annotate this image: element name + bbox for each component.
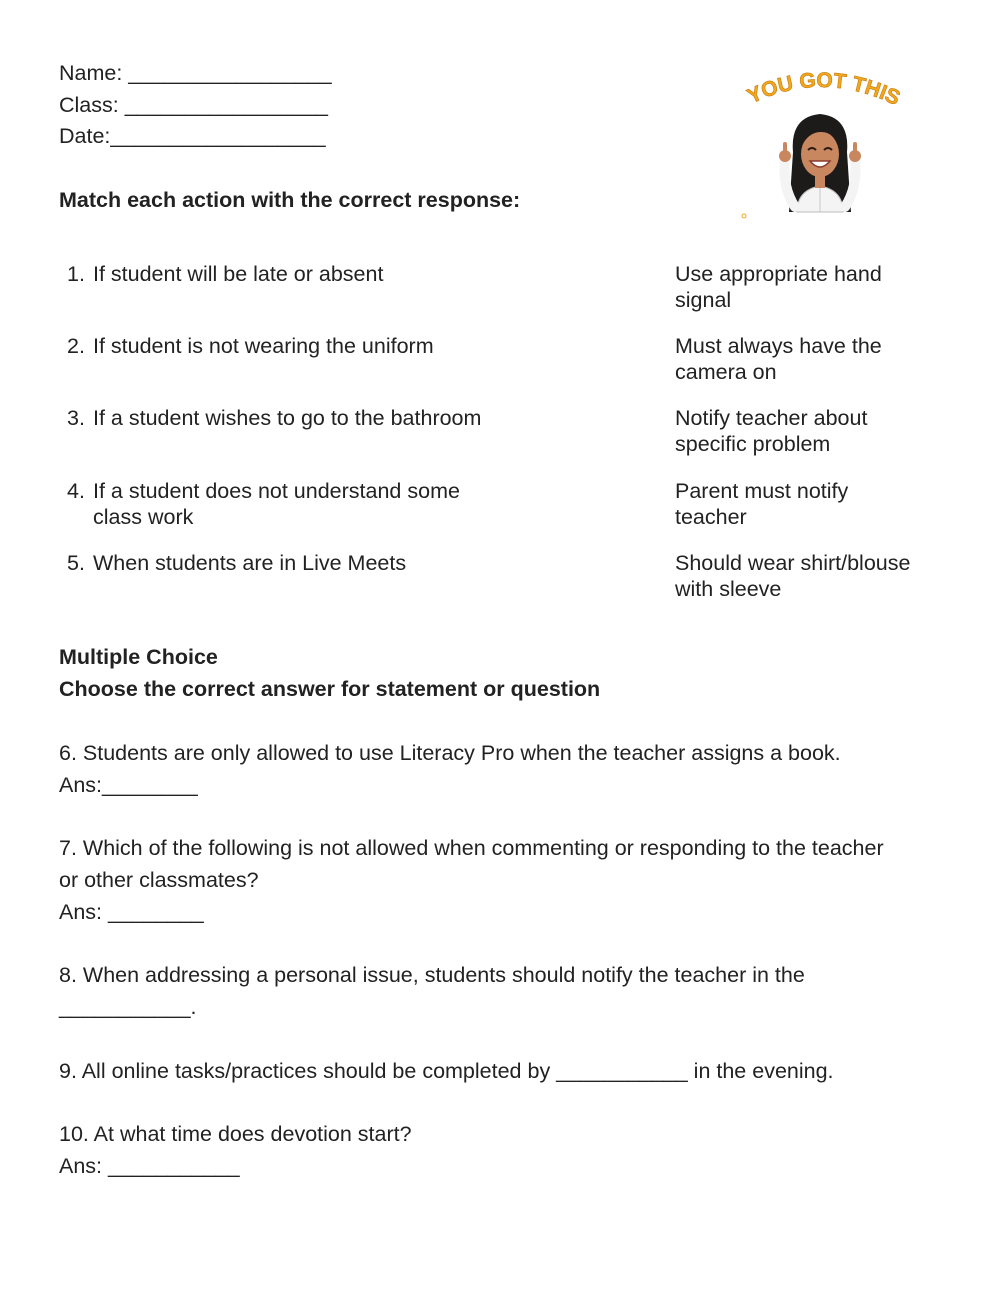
response-item-1: Use appropriate hand signal [675,262,882,312]
action-text: If student is not wearing the uniform [93,334,434,358]
date-field: Date:__________________ [59,124,326,148]
question-7-line1: 7. Which of the following is not allowed when commenting or responding to the teacher [59,836,884,860]
action-number: 3. [67,406,85,430]
answer-10: Ans: ___________ [59,1154,240,1178]
action-text: If a student does not understand some class work [93,479,460,529]
name-field: Name: _________________ [59,61,332,85]
multiple-choice-instruction: Choose the correct answer for statement or question [59,677,601,701]
action-number: 4. [67,479,85,503]
matching-instruction: Match each action with the correct response: [59,188,521,212]
action-number: 2. [67,334,85,358]
response-item-4: Parent must notify teacher [675,479,849,529]
question-8-line2: ___________. [59,995,197,1019]
response-item-5: Should wear shirt/blouse with sleeve [675,551,911,601]
question-6: 6. Students are only allowed to use Literacy Pro when the teacher assigns a book. [59,741,841,765]
question-10: 10. At what time does devotion start? [59,1122,412,1146]
sticker-caption: YOU GOT THIS [743,68,904,111]
response-item-2: Must always have the camera on [675,334,882,384]
question-9: 9. All online tasks/practices should be completed by ___________ in the evening. [59,1059,834,1083]
answer-6: Ans:________ [59,773,198,797]
action-text: If a student wishes to go to the bathroom [93,406,482,430]
action-number: 5. [67,551,85,575]
bitmoji-teacher-cheering-icon [735,62,915,227]
answer-7: Ans: ________ [59,900,204,924]
multiple-choice-title: Multiple Choice [59,645,218,669]
you-got-this-sticker [735,62,915,227]
question-8-line1: 8. When addressing a personal issue, students should notify the teacher in the [59,963,805,987]
action-number: 1. [67,262,85,286]
action-text: When students are in Live Meets [93,551,407,575]
class-field: Class: _________________ [59,93,328,117]
action-text: If student will be late or absent [93,262,384,286]
question-7-line2: or other classmates? [59,868,259,892]
response-item-3: Notify teacher about specific problem [675,406,868,456]
